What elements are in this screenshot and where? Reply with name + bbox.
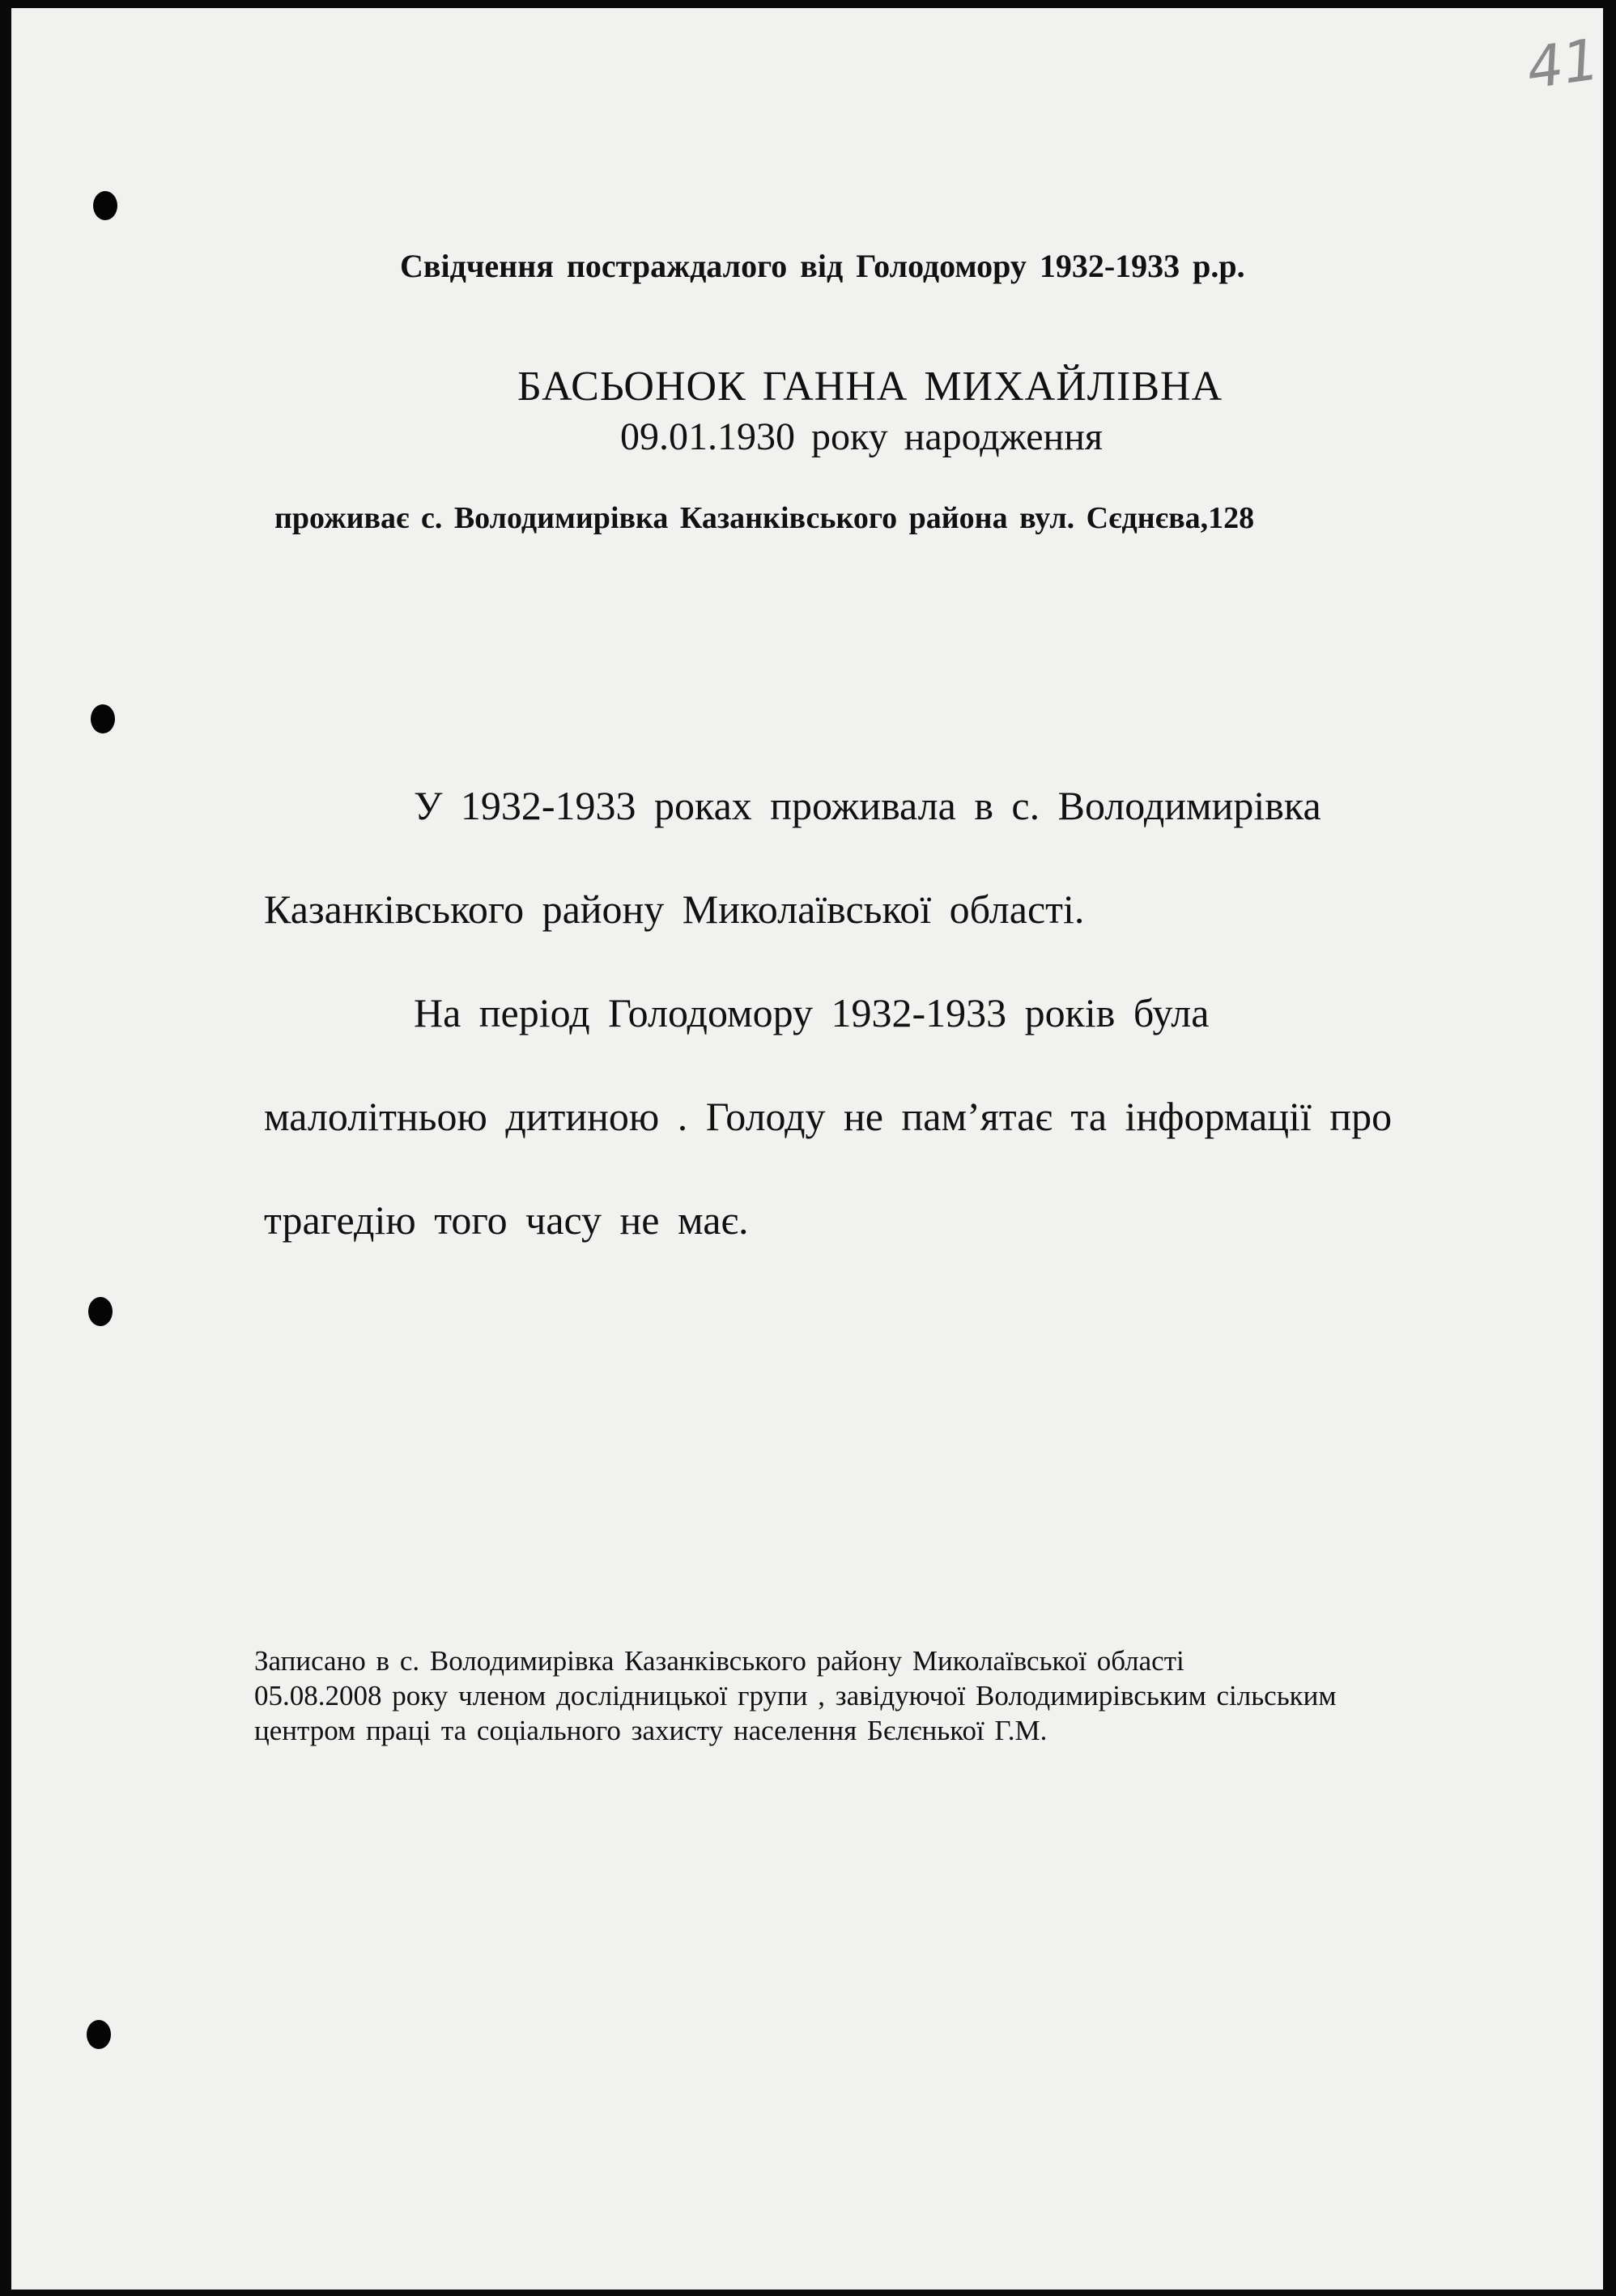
testimony-line: На період Голодомору 1932-1933 років була [414,990,1210,1035]
binder-hole [93,191,117,220]
testimony-line: У 1932-1933 роках проживала в с. Володимирівка [414,783,1321,828]
birth-date: 09.01.1930 року народження [620,415,1103,458]
address-line: проживає с. Володимирівка Казанківського района вул. Сєднєва,128 [274,501,1255,535]
testimony-line: Казанківського району Миколаївської області. [264,887,1085,932]
testimony-line: трагедію того часу не має. [264,1197,749,1243]
footer-line: центром праці та соціального захисту населення Бєлєнької Г.М. [254,1715,1048,1746]
footer-line: Записано в с. Володимирівка Казанківського району Миколаївської області [254,1645,1184,1677]
binder-hole [88,1297,113,1326]
testimony-line: малолітньою дитиною . Голоду не пам’ятає та інформації про [264,1094,1393,1139]
document-page [11,8,1603,2290]
recording-note [254,1643,1337,1748]
testimony-text [264,781,1527,1299]
document-title: Свідчення постраждалого від Голодомору 1932-1933 р.р. [400,248,1245,284]
binder-hole [91,704,115,733]
person-name: БАСЬОНОК ГАННА МИХАЙЛІВНА [517,364,1223,410]
binder-hole [87,2020,111,2049]
handwritten-page-number: 41 [1522,26,1603,102]
footer-line: 05.08.2008 року членом дослідницької групи , завідуючої Володимирівським сільським [254,1680,1337,1711]
